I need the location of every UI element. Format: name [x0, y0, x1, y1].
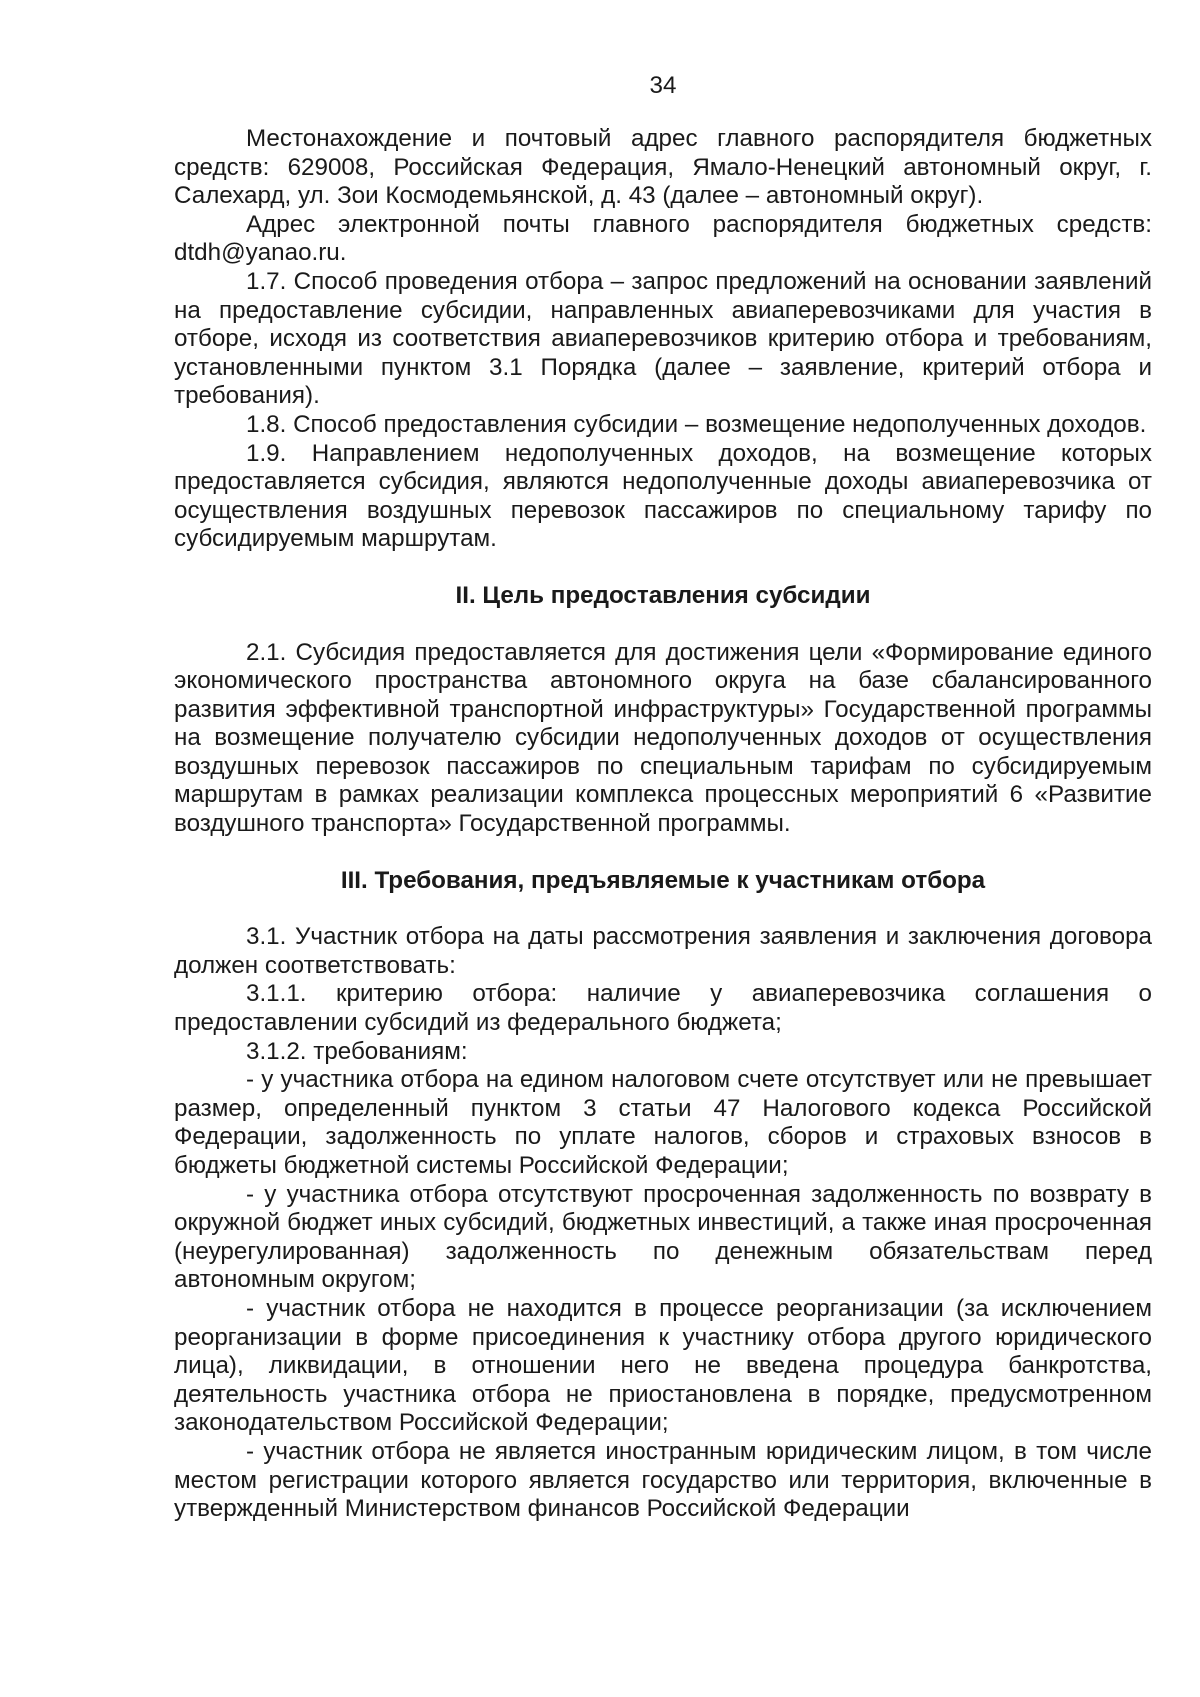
- section-heading-goal: II. Цель предоставления субсидии: [455, 581, 871, 609]
- list-item-overdue-debt: - у участника отбора отсутствуют просроченная задолженность по возврату в окружной бюджет иных субсидий, бюджетных инвестиций, а также иная просроченная (неурегулированная) задолженность по денежным обязательствам перед автономным округом;: [174, 1180, 1152, 1294]
- paragraph-1-7-selection-method: 1.7. Способ проведения отбора – запрос предложений на основании заявлений на предоставление субсидии, направленных авиаперевозчиками для участия в отборе, исходя из соответствия авиаперевозчиков критерию отбора и требованиям, установленными пунктом 3.1 Порядка (далее – заявление, критерий отбора и требования).: [174, 267, 1152, 410]
- list-item-tax-debt: - у участника отбора на едином налоговом счете отсутствует или не превышает размер, определенный пунктом 3 статьи 47 Налогового кодекса Российской Федерации, задолженность по уплате налогов, сборов и страховых взносов в бюджеты бюджетной системы Российской Федерации;: [174, 1066, 1152, 1179]
- paragraph-1-9-income-direction: 1.9. Направлением недополученных доходов, на возмещение которых предоставляется субсидия, являются недополученные доходы авиаперевозчика от осуществления воздушных перевозок пассажиров по специальному тарифу по субсидируемым маршрутам.: [174, 439, 1152, 553]
- document-body: [174, 125, 1152, 1524]
- paragraph-3-1-participant: 3.1. Участник отбора на даты рассмотрения заявления и заключения договора должен соответствовать:: [174, 923, 1152, 979]
- paragraph-location-address: Местонахождение и почтовый адрес главного распорядителя бюджетных средств: 629008, Российская Федерация, Ямало-Ненецкий автономный округ, г. Салехард, ул. Зои Космодемьянской, д. 43 (далее – автономный округ).: [174, 125, 1152, 210]
- paragraph-email-address: Адрес электронной почты главного распорядителя бюджетных средств: dtdh@yanao.ru.: [174, 210, 1152, 267]
- paragraph-3-1-2-requirements: 3.1.2. требованиям:: [246, 1037, 468, 1065]
- section-heading-requirements: III. Требования, предъявляемые к участникам отбора: [340, 866, 986, 894]
- paragraph-1-8-subsidy-method: 1.8. Способ предоставления субсидии – возмещение недополученных доходов.: [246, 410, 1147, 438]
- paragraph-3-1-1-criterion: 3.1.1. критерию отбора: наличие у авиаперевозчика соглашения о предоставлении субсидий из федерального бюджета;: [174, 980, 1152, 1037]
- page-number: 34: [649, 72, 677, 99]
- list-item-foreign-entity: - участник отбора не является иностранным юридическим лицом, в том числе местом регистрации которого является государство или территория, включенные в утвержденный Министерством финансов Российской Федерации: [174, 1437, 1152, 1523]
- list-item-reorganization: - участник отбора не находится в процессе реорганизации (за исключением реорганизации в форме присоединения к участнику отбора другого юридического лица), ликвидации, в отношении него не введена процедура банкротства, деятельность участника отбора не приостановлена в порядке, предусмотренном законодательством Российской Федерации;: [174, 1294, 1152, 1437]
- paragraph-2-1-subsidy-goal: 2.1. Субсидия предоставляется для достижения цели «Формирование единого экономического пространства автономного округа на базе сбалансированного развития эффективной транспортной инфраструктуры» Государственной программы на возмещение получателю субсидии недополученных доходов от осуществления воздушных перевозок пассажиров по специальным тарифам по субсидируемым маршрутам в рамках реализации комплекса процессных мероприятий 6 «Развитие воздушного транспорта» Государственной программы.: [174, 638, 1152, 838]
